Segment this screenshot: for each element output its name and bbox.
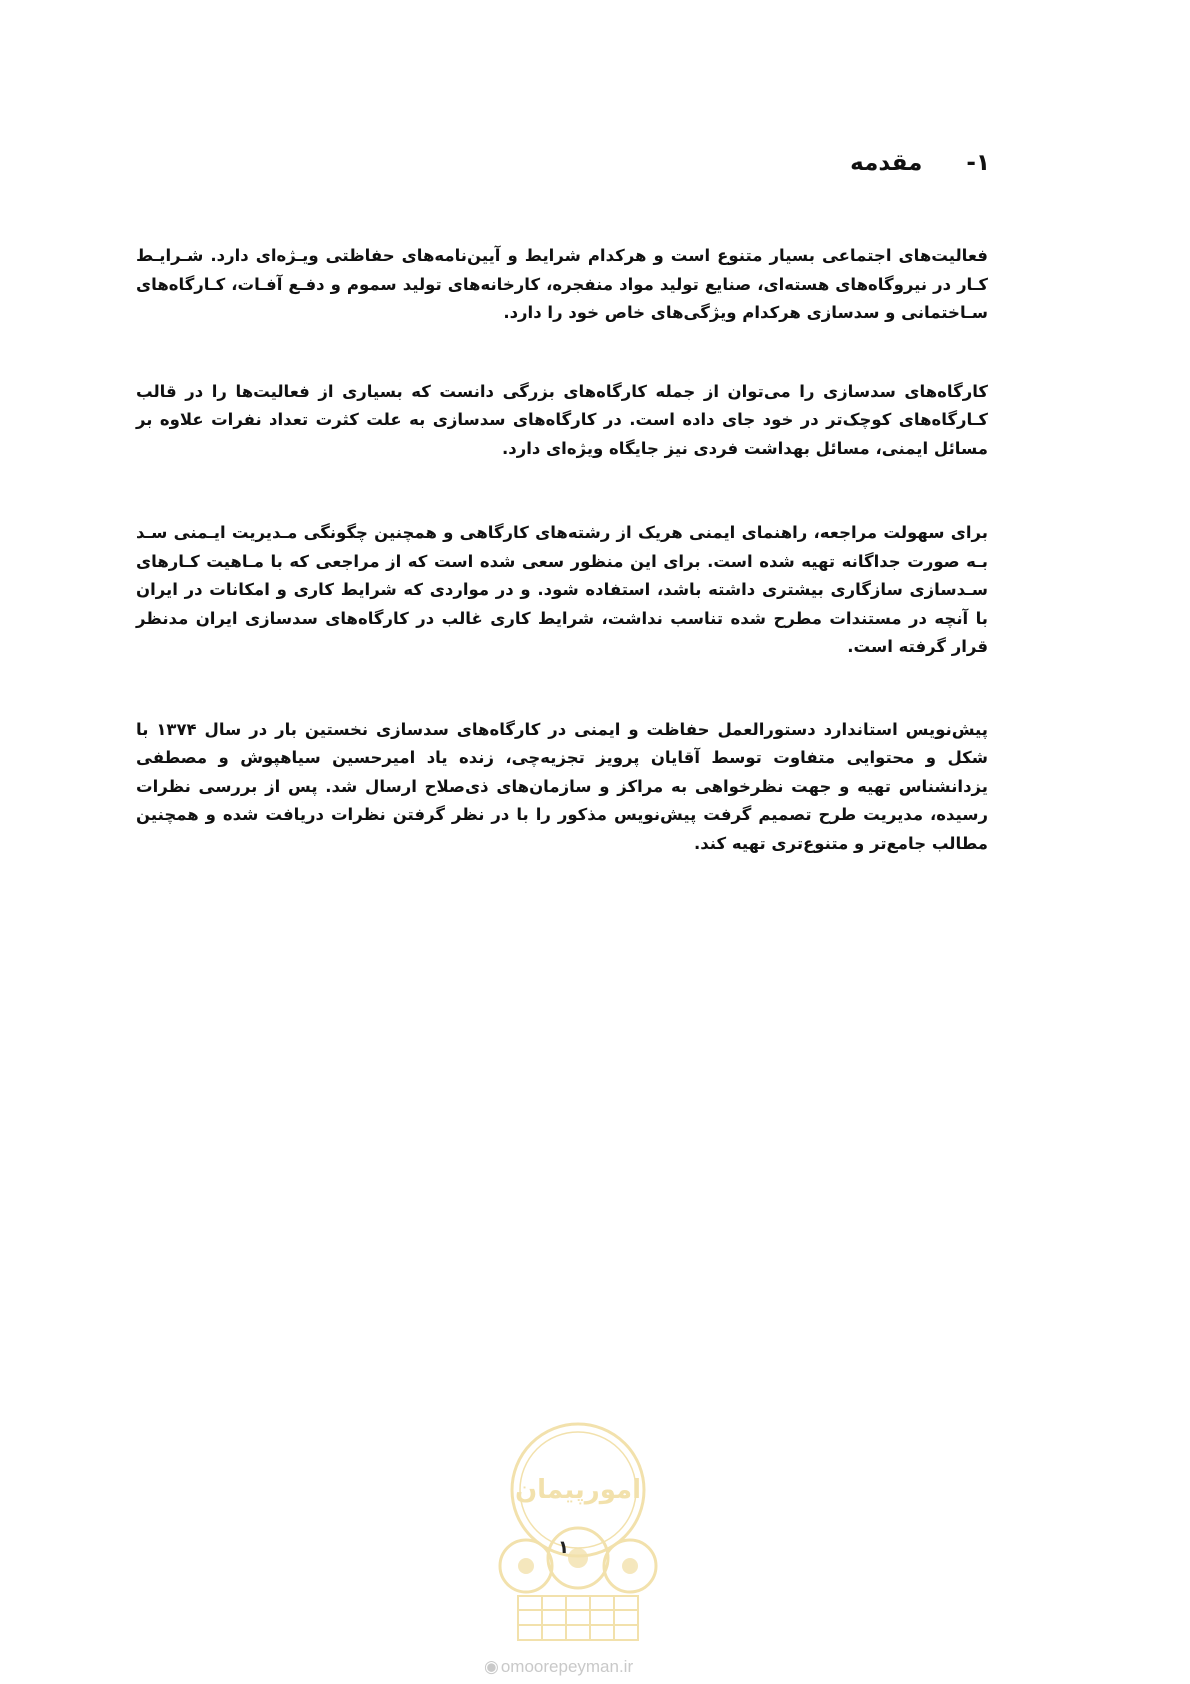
section-heading xyxy=(850,150,990,176)
paragraph: فعالیت‌های اجتماعی بسیار متنوع است و هرکدام شرایط و آیین‌نامه‌های حفاظتی ویـژه‌ای دارد. شـرایـط کـار در نیروگاه‌های هسته‌ای، صنایع تولید مواد منفجره، کارخانه‌های تولید سموم و دفـع آفـات، کـارگاه‌های سـاختمانی و سدسازی هرکدام ویژگی‌های خاص خود را دارد. xyxy=(136,246,988,322)
section-number: ۱- xyxy=(966,150,990,176)
watermark-emblem xyxy=(478,1418,678,1648)
watermark-logo-text: امورپیمان xyxy=(514,1475,642,1505)
paragraph: پیش‌نویس استاندارد دستورالعمل حفاظت و ایمنی در کارگاه‌های سدسازی نخستین بار در سال ۱۳۷۴ با شکل و محتوایی متفاوت توسط آقایان پرویز تجزیه‌چی، زنده یاد امیرحسین سیاهپوش و مصطفی یزدانشناس تهیه و جهت نظرخواهی به مراکز و سازمان‌های ذی‌صلاح ارسال شد. پس از بررسی نظرات رسیده، مدیریت طرح تصمیم گرفت پیش‌نویس مذکور را با در نظر گرفتن نظرات دریافت شده و همچنین مطالب جامع‌تر و متنوع‌تری تهیه کند. xyxy=(136,719,988,853)
watermark-logo xyxy=(478,1418,678,1668)
body-text xyxy=(136,242,988,904)
section-title: مقدمه xyxy=(850,150,923,176)
watermark-url xyxy=(484,1657,684,1677)
globe-icon: ◉ xyxy=(484,1657,499,1676)
paragraph: برای سهولت مراجعه، راهنمای ایمنی هریک از رشته‌های کارگاهی و همچنین چگونگی مـدیریت ایـمنی سـد بـه صورت جداگانه تهیه شده است. برای این منظور سعی شده است که از مراجعی که با مـاهیت کـارهای سـدسازی سازگاری بیشتری داشته باشد، استفاده شود. و در مواردی که شرایط کاری و امکانات در ایران با آنچه در مستندات مطرح شده تناسب نداشت، شرایط کاری غالب در کارگاه‌های سدسازی ایران مدنظر قرار گرفته است. xyxy=(136,523,988,656)
watermark-url-text: omoorepeyman.ir xyxy=(500,1657,634,1676)
page-number: ۱ xyxy=(558,1537,569,1558)
paragraph: کارگاه‌های سدسازی را می‌توان از جمله کارگاه‌های بزرگی دانست که بسیاری از فعالیت‌ها را در قالب کـارگاه‌های کوچک‌تر در خود جای داده است. در کارگاه‌های سدسازی به علت کثرت تعداد نفرات علاوه بر مسائل ایمنی، مسائل بهداشت فردی نیز جایگاه ویژه‌ای دارد. xyxy=(136,381,988,458)
